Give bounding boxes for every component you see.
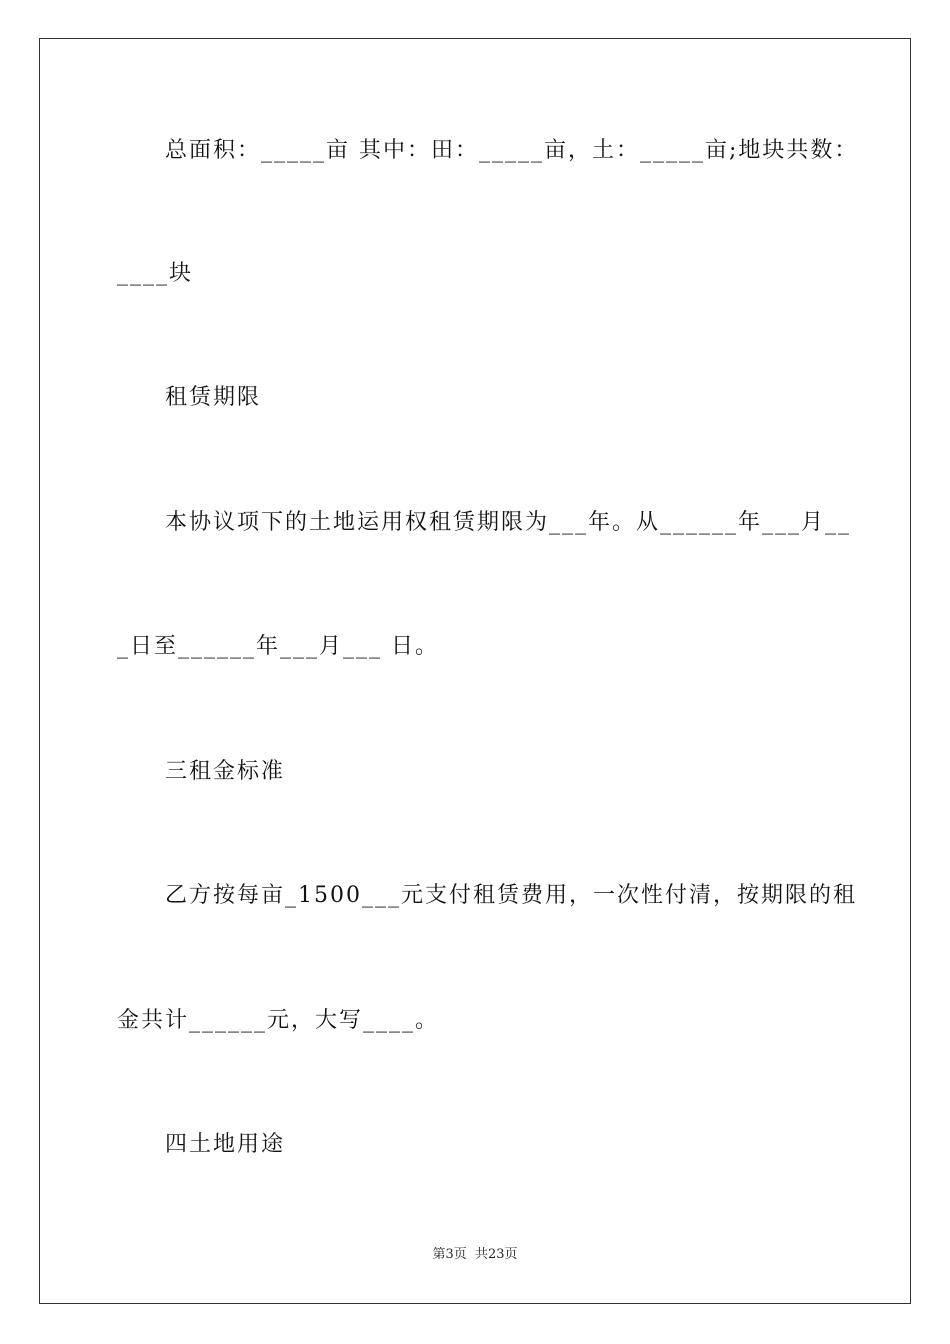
paragraph-lease-term-line: 本协议项下的土地运用权租赁期限为___年。从______年___月__ [165, 510, 852, 535]
paragraph-lease-term-continuation: _日至______年___月___ 日。 [117, 634, 439, 659]
paragraph-area-continuation: ____块 [117, 261, 194, 286]
page-number-footer: 第3页 共23页 [432, 1247, 518, 1262]
paragraph-rent-continuation: 金共计______元，大写____。 [117, 1008, 440, 1033]
section-heading-land-use: 四土地用途 [165, 1132, 286, 1157]
page-border [39, 38, 911, 1304]
section-heading-lease-term: 租赁期限 [165, 385, 262, 410]
paragraph-area-line: 总面积：_____亩 其中：田：_____亩，土：_____亩;地块共数： [165, 138, 859, 163]
section-heading-rent-standard: 三租金标准 [165, 759, 286, 784]
paragraph-rent-line: 乙方按每亩_1500___元支付租赁费用，一次性付清，按期限的租 [165, 883, 857, 908]
